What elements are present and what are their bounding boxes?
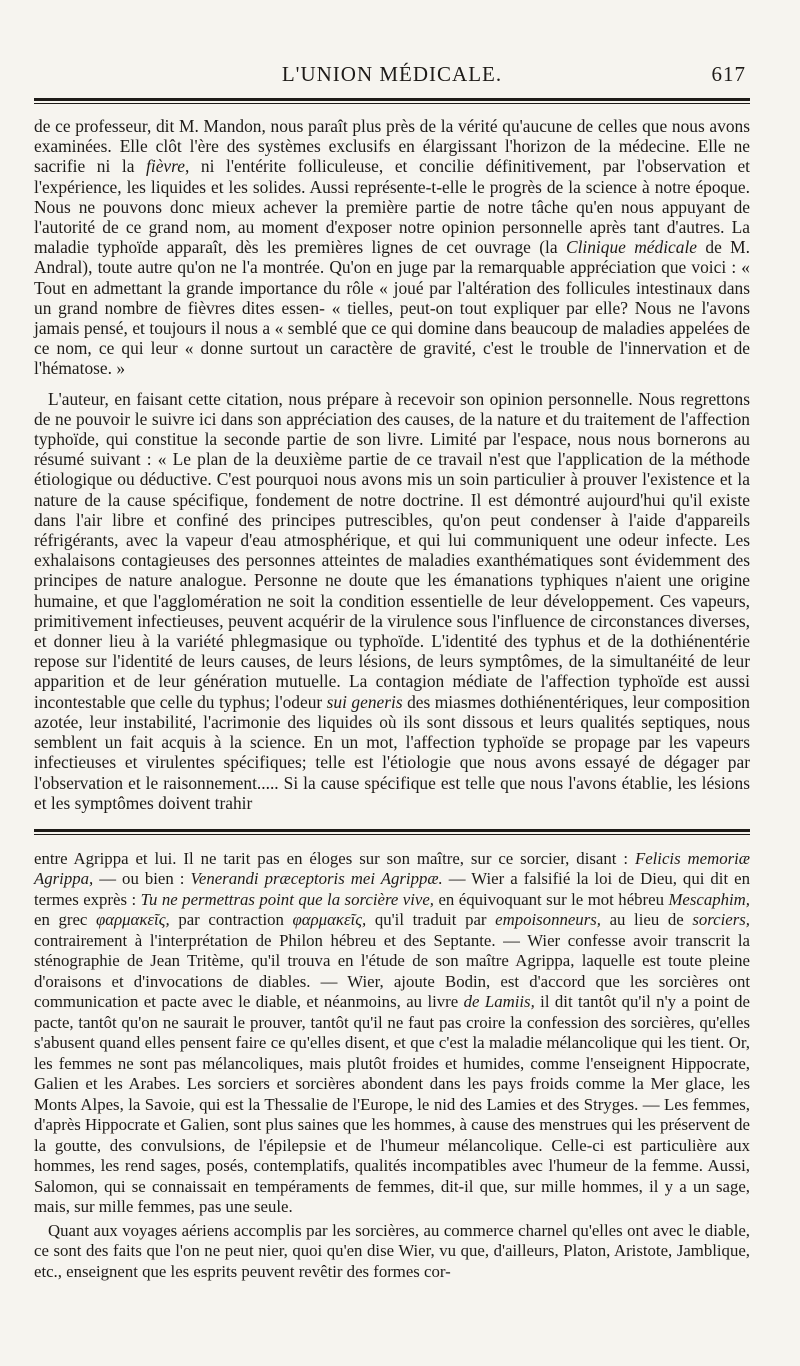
text-run: il dit tantôt qu'il n'y a point de pacte, tantôt qu'on ne saurait le prouver, tantôt qu'il ne faut pas croire la confession des sorcières, qu'elles s'abusent quand elles pensent faire ce qu'elles disent, et que c'est la maladie mélancolique qui les tient. Or, les femmes ne sont pas mélancoliques, mais plutôt froides et humides, comme l'enseignent Hippocrate, Galien et les Arabes. Les sorciers et sorcières abondent dans les pays froids comme la Mer glace, les Monts Alpes, la Savoie, qui est la Thessalie de l'Europe, le nid des Lamies et des Stryges. — Les femmes, d'après Hippocrate et Galien, sont plus saines que les hommes, à cause des menstrues qui les préservent de la goutte, des convulsions, de l'épilepsie et de l'humeur mélancolique. Celle-ci est particulière aux hommes, les rend sages, posés, contemplatifs, qualités incompatibles avec l'humeur de la femme. Aussi, Salomon, qui se connaissait en tempéraments de femmes, dit-il que, sur mille hommes, il y a un sage, mais, sur mille femmes, pas une seule.: [34, 992, 750, 1217]
text-run: au lieu de: [600, 910, 693, 930]
text-run: — ou bien :: [93, 869, 191, 889]
italic-run: Tu ne permettras point que la sorcière vive,: [140, 889, 434, 909]
text-run: entre Agrippa et lui. Il ne tarit pas en éloges sur son maître, sur ce sorcier, disant :: [34, 848, 635, 868]
italic-run: de Lamiis,: [463, 992, 535, 1012]
page-number: 617: [711, 62, 746, 86]
text-run: en grec: [34, 910, 96, 930]
text-run: contrairement à l'interprétation de Philon hébreu et des Septante. — Wier confesse avoir transcrit la sténographie de Jean Tritème, qu'il trouva en l'étude de son maître Agrippa, laquelle est toute pleine d'oraisons et d'invocations de diables. — Wier, ajoute Bodin, est d'accord que les sorcières ont communication et pacte avec le diable, et néanmoins, au livre: [34, 930, 750, 1012]
italic-run: Venerandi præceptoris mei Agrippæ.: [190, 869, 443, 889]
italic-run: Felicis memoriæ Agrippa,: [34, 848, 751, 889]
text-run: en équivoquant sur le mot hébreu: [433, 889, 669, 909]
italic-run: empoisonneurs,: [495, 910, 601, 930]
main-text: [34, 116, 750, 813]
italic-run: Mescaphim,: [668, 889, 750, 909]
running-header: [34, 58, 750, 98]
text-run: — Wier a falsifié la loi de Dieu, qui dit en termes exprès :: [34, 869, 751, 909]
header-rule: [34, 98, 750, 104]
italic-run: fièvre: [146, 156, 185, 177]
text-run: par contraction: [169, 910, 293, 930]
italic-run: sui generis: [326, 691, 403, 712]
italic-run: Clinique médicale: [565, 237, 698, 258]
italic-run: φαρμακεῖς,: [95, 910, 170, 930]
feuilleton-text: [34, 849, 750, 1283]
text-run: des miasmes dothiénentériques, leur composition azotée, leur instabilité, l'acrimonie des liquides où ils sont dissous et leurs qualités septiques, nous semblent un fait acquis à la science. En un mot, l'affection typhoïde se propage par les vapeurs infectieuses et virulentes spécifiques; telle est l'étiologie que nous avons essayé de dégager par l'observation et le raisonnement..... Si la cause spécifique est telle que nous l'avons établie, les lésions et les symptômes doivent trahir: [34, 691, 751, 813]
feuilleton-paragraph-1: [34, 849, 750, 1218]
text-run: , ni l'entérite folliculeuse, et concilie définitivement, par l'observation et l'expérience, les liquides et les solides. Aussi représente-t-elle le progrès de la science à notre époque. Nous ne pouvons donc mieux achever la première partie de notre tâche qu'en nous appuyant de l'autorité de ce grand nom, au moment d'exposer notre opinion personnelle après tant d'autres. La maladie typhoïde apparaît, dès les premières lignes de cet ouvrage (la: [34, 156, 750, 258]
journal-title: L'UNION MÉDICALE.: [281, 62, 503, 86]
italic-run: sorciers,: [692, 910, 750, 930]
text-run: qu'il traduit par: [366, 910, 496, 930]
feuilleton-rule: [34, 829, 750, 835]
text-run: de ce professeur, dit M. Mandon, nous paraît plus près de la vérité qu'aucune de celles que nous avons examinées. Elle clôt l'ère des systèmes exclusifs en élargissant l'horizon de la médecine. Elle ne sacrifie ni la: [34, 116, 750, 177]
main-paragraph-2: [34, 389, 750, 813]
italic-run: φαρμακεῖς,: [292, 910, 367, 930]
main-paragraph-1: [34, 116, 750, 379]
text-run: de M. Andral), toute autre qu'on ne l'a montrée. Qu'on en juge par la remarquable appréciation que voici : « Tout en admettant la grande importance du rôle « joué par l'altération des follicules intestinaux dans un grand nombre de fièvres dites essen- « tielles, peut-on tout expliquer par elle? Nous ne l'avons jamais pensé, et toujours il nous a « semblé que ce qui domine dans beaucoup de maladies appelées de ce nom, ce qui leur « donne surtout un caractère de gravité, c'est le trouble de l'innervation et de l'hématose. »: [34, 237, 750, 379]
text-run: L'auteur, en faisant cette citation, nous prépare à recevoir son opinion personnelle. Nous regrettons de ne pouvoir le suivre ici dans son appréciation des causes, de la nature et du traitement de l'affection typhoïde, qui constitue la seconde partie de son livre. Limité par l'espace, nous nous bornerons au résumé suivant : « Le plan de la deuxième partie de ce travail n'est que l'application de la méthode étiologique ou déductive. C'est pourquoi nous avons mis un soin particulier à prouver l'existence et la nature de la cause spécifique, fondement de notre doctrine. Il est démontré aujourd'hui qu'il existe dans l'air libre et confiné des principes putrescibles, qu'on peut condenser à l'aide d'appareils réfrigérants, avec la vapeur d'eau atmosphérique, et qui lui communiquent une odeur infecte. Les exhalaisons contagieuses des personnes atteintes de maladies exanthématiques sont évidemment des principes de nature analogue. Personne ne doute que les émanations typhiques n'aient une origine humaine, et que l'agglomération ne soit la condition essentielle de leur développement. Ces vapeurs, primitivement infectieuses, peuvent acquérir de la virulence sous l'influence de circonstances diverses, et donner lieu à la variété phlegmasique ou typhoïde. L'identité des typhus et de la dothiénentérie repose sur l'identité de leurs causes, de leurs lésions, de leurs symptômes, de la simultanéité de leur apparition et de leur génération mutuelle. La contagion médiate de l'affection typhoïde est aussi incontestable que celle du typhus; l'odeur: [34, 388, 750, 712]
feuilleton-paragraph-2: Quant aux voyages aériens accomplis par les sorcières, au commerce charnel qu'elles ont avec le diable, ce sont des faits que l'on ne peut nier, quoi qu'en dise Wier, vu que, d'ailleurs, Platon, Aristote, Jamblique, etc., enseignent que les esprits peuvent revêtir des formes cor-: [34, 1220, 750, 1281]
